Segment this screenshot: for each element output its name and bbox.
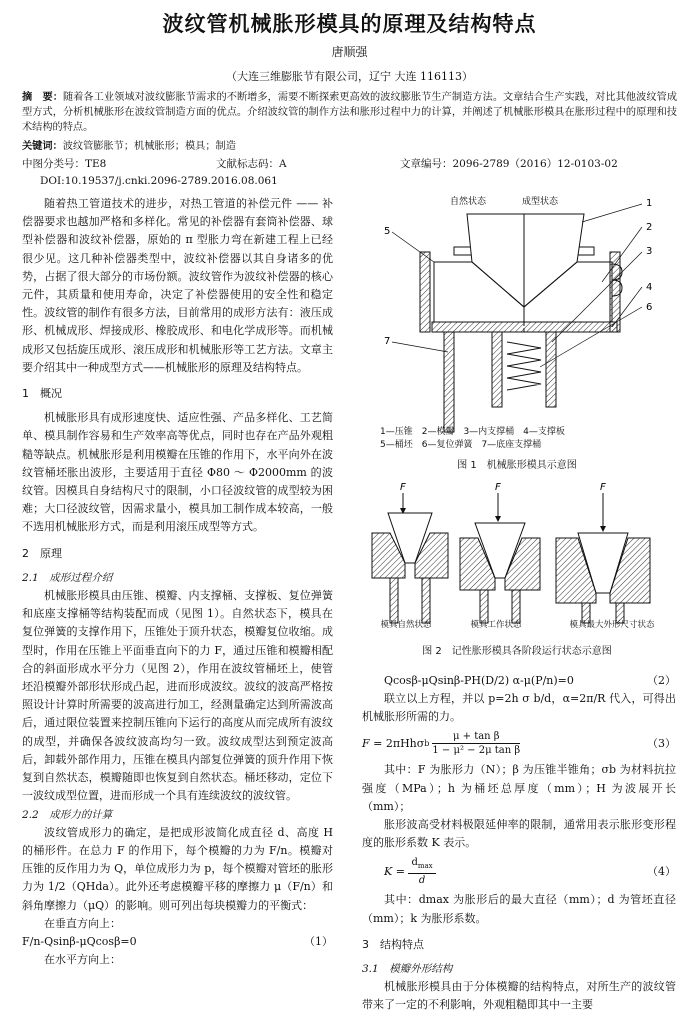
affiliation: （大连三维膨胀节有限公司，辽宁 大连 116113） xyxy=(226,70,473,83)
keywords-text: 波纹管膨胀节；机械胀形；模具；制造 xyxy=(62,141,236,152)
clc-number: 中图分类号：TE8 xyxy=(22,158,107,170)
fig2-force-2: F xyxy=(495,482,501,493)
fig2-label-max: 模具最大外形尺寸状态 xyxy=(569,620,655,630)
doi: DOI:10.19537/j.cnki.2096-2789.2016.08.061 xyxy=(40,175,278,187)
equation-4-number: （4） xyxy=(647,864,676,878)
solve-paragraph: 联立以上方程，并以 p=2h σ b/d，α=2π/R 代入，可得出机械胀形所需的力。 xyxy=(362,692,676,724)
section-1-heading: 1 概况 xyxy=(22,387,62,401)
abstract xyxy=(22,90,677,135)
fig2-label-natural: 模具自然状态 xyxy=(380,620,432,630)
section-3-1-heading: 3.1 模瓣外形结构 xyxy=(362,963,453,976)
fig1-legend-row-1: 1—压锥 2—模瓣 3—内支撑桶 4—支撑板 xyxy=(380,427,565,437)
equation-4 xyxy=(362,856,676,887)
fig1-callout-4: 4 xyxy=(646,282,653,293)
equation-3-body: F = 2πHhσ b μ + tan β 1 − μ² − 2μ tan β xyxy=(362,731,521,757)
figure-1-drawing xyxy=(372,192,672,442)
limit-paragraph: 胀形波高受材料极限延伸率的限制，通常用表示胀形变形程度的胀形系数 K 表示。 xyxy=(362,818,676,850)
section-3-1-paragraph: 机械胀形模具由于分体模瓣的结构特点，对所生产的波纹管带来了一定的不利影响，外观粗糙即其中一主要 xyxy=(362,980,676,1012)
fig1-callout-6: 6 xyxy=(646,302,653,313)
equation-3 xyxy=(362,730,676,757)
document-code: 文献标志码：A xyxy=(216,158,287,170)
horizontal-direction-label: 在水平方向上： xyxy=(44,952,121,966)
fig1-callout-1: 1 xyxy=(646,198,653,209)
right-column xyxy=(362,672,676,1015)
fig1-callout-7: 7 xyxy=(384,336,391,347)
fig1-callout-3: 3 xyxy=(646,246,653,257)
keywords xyxy=(22,137,677,152)
equation-2-number: （2） xyxy=(647,674,676,687)
fig2-force-3: F xyxy=(600,482,606,493)
fig1-state-formed: 成型状态 xyxy=(522,197,559,207)
equation-1 xyxy=(22,933,333,951)
intro-paragraph: 随着热工管道技术的进步，对热工管道的补偿元件 —— 补偿器要求也越加严格和多样化。常见的补偿器有套筒补偿器、球型补偿器和波纹补偿器，原始的 π 型胀力弯在新建工程上已经很少见。这几种补偿器类型中，波纹补偿器以其自身诸多的优势，占据了很大部分的市场份额。波纹管作为波纹补偿器的核心元件，其质量和使用寿命，决定了补偿器使用的安全性和稳定性。波纹管的制作有很多方法，目前常用的成形方法有：液压成形、机械成形、焊接成形、橡胶成形、和电化学成形等。而机械成形又包括旋压成形、滚压成形和机械胀形等工艺方法。文章主要介绍其中一种成型方式——机械胀形的原理及结构特点。 xyxy=(22,197,333,374)
vertical-direction-label: 在垂直方向上： xyxy=(44,916,121,930)
equation-2-body: Qcosβ-μQsinβ-PH(D/2) α-μ(P/n)=0 xyxy=(384,674,574,687)
section-2-2-heading: 2.2 成形力的计算 xyxy=(22,808,113,821)
equation-4-body: K = $d_{max}$ d xyxy=(362,856,436,887)
section-1-paragraph: 机械胀形具有成形速度快、适应性强、产品多样化、工艺简单、模具制作容易和生产效率高等优点，同时也存在产品外观粗糙等缺点。机械胀形是利用模瓣在压锥的作用下，水平向外在波纹管桶坯胀出波形，主要适用于直径 Φ80 ～ Φ2000mm 的波纹管。因模具自身结构尺寸的限制，小口径波纹管的成型较为困难；大口径波纹管，因需求量小，模具加工制作成本较高，一般不选用机械胀形方式，而是利用滚压成型等方式。 xyxy=(22,411,333,534)
fig2-state-max-drawing xyxy=(556,482,650,623)
fig1-caption: 图 1 机械胀形模具示意图 xyxy=(457,460,577,471)
fig1-callout-2: 2 xyxy=(646,222,653,233)
fig1-callout-5: 5 xyxy=(384,226,391,237)
section-2-1-heading: 2.1 成形过程介绍 xyxy=(22,571,113,584)
fig1-state-natural: 自然状态 xyxy=(450,197,487,207)
equation-1-body: F/n-Qsinβ-μQcosβ=0 xyxy=(22,934,137,948)
equation-2 xyxy=(362,672,676,690)
equation-3-number: （3） xyxy=(647,736,676,750)
figure-2-drawing xyxy=(360,478,690,628)
abstract-text: 随着各工业领域对波纹膨胀节需求的不断增多，需要不断探索更高效的波纹膨胀节生产制造方法。文章结合生产实践，对比其他波纹管成型方式，分析机械胀形在波纹管制造方面的优点。介绍波纹管的制作方法和胀形过程中力的计算，并阐述了机械胀形模具在胀形过程中的原理和技术结构的特点。 xyxy=(22,92,678,133)
abstract-label: 摘 要： xyxy=(22,92,63,103)
keywords-label: 关键词： xyxy=(22,141,63,152)
section-2-heading: 2 原理 xyxy=(22,546,62,560)
fig2-label-working: 模具工作状态 xyxy=(470,620,522,630)
fig2-state-working-drawing xyxy=(460,482,540,623)
equation-4-where: 其中：dmax 为胀形后的最大直径（mm）；d 为管坯直径（mm）；k 为胀形系数。 xyxy=(362,893,676,925)
author: 唐顺强 xyxy=(331,45,368,59)
fig1-legend-row-2: 5—桶坯 6—复位弹簧 7—底座支撑桶 xyxy=(380,440,542,450)
section-3-heading: 3 结构特点 xyxy=(362,937,424,951)
article-number: 文章编号：2096-2789（2016）12-0103-02 xyxy=(400,158,618,170)
section-2-1-paragraph: 机械胀形模具由压锥、模瓣、内支撑桶、支撑板、复位弹簧和底座支撑桶等结构装配而成（见图 1）。自然状态下，模具在复位弹簧的支撑作用下，压锥处于顶升状态，模瓣复位收缩。成型时，作用在压锥上平面垂直向下的力 F，通过压锥和模瓣相配合的斜面形成水平分力（见图 2），作用在波纹管桶坯上，使管坯沿模瓣外部形状形成凸起，进而形成波纹。波纹的波高严格按照设计计算时所需要的波高进行加工，经测量确定达到所需波高后，通过限位装置来控制压锥向下运行的高度从而完成所有波纹的成型，并确保各波纹波高均匀一致。波纹成型达到预定波高后，卸载外部作用力，压锥在模具内部复位弹簧的顶升作用下恢复到自然状态，模瓣随即也恢复到自然状态。桶坯移动，定位下一波纹成型位置，进而形成一个具有连续波纹的波纹管。 xyxy=(22,589,333,803)
left-column xyxy=(22,195,333,969)
section-2-2-paragraph: 波纹管成形力的确定，是把成形波简化成直径 d、高度 H 的桶形件。在总力 F 的作用下，每个模瓣的力为 F/n。模瓣对压锥的反作用力为 Q，单位成形力为 p，每个模瓣对管坯的胀形力为 1/2（QHda）。此外还考虑模瓣平移的摩擦力 μ（F/n）和斜角摩擦力（μQ）的影响。则可列出每块模瓣力的平衡式： xyxy=(22,825,333,912)
paper-title: 波纹管机械胀形模具的原理及结构特点 xyxy=(162,12,537,36)
fig2-state-natural-drawing xyxy=(372,482,448,623)
fig1-legend xyxy=(380,426,680,452)
equation-3-where: 其中：F 为胀形力（N）；β 为压锥半锥角；σb 为材料抗拉强度（MPa）；h 为桶坯总厚度（mm）；H 为波展开长（mm）； xyxy=(362,763,676,813)
fig2-caption: 图 2 记性胀形模具各阶段运行状态示意图 xyxy=(422,646,612,657)
fig2-force-1: F xyxy=(400,482,406,493)
equation-1-number: （1） xyxy=(304,934,333,948)
